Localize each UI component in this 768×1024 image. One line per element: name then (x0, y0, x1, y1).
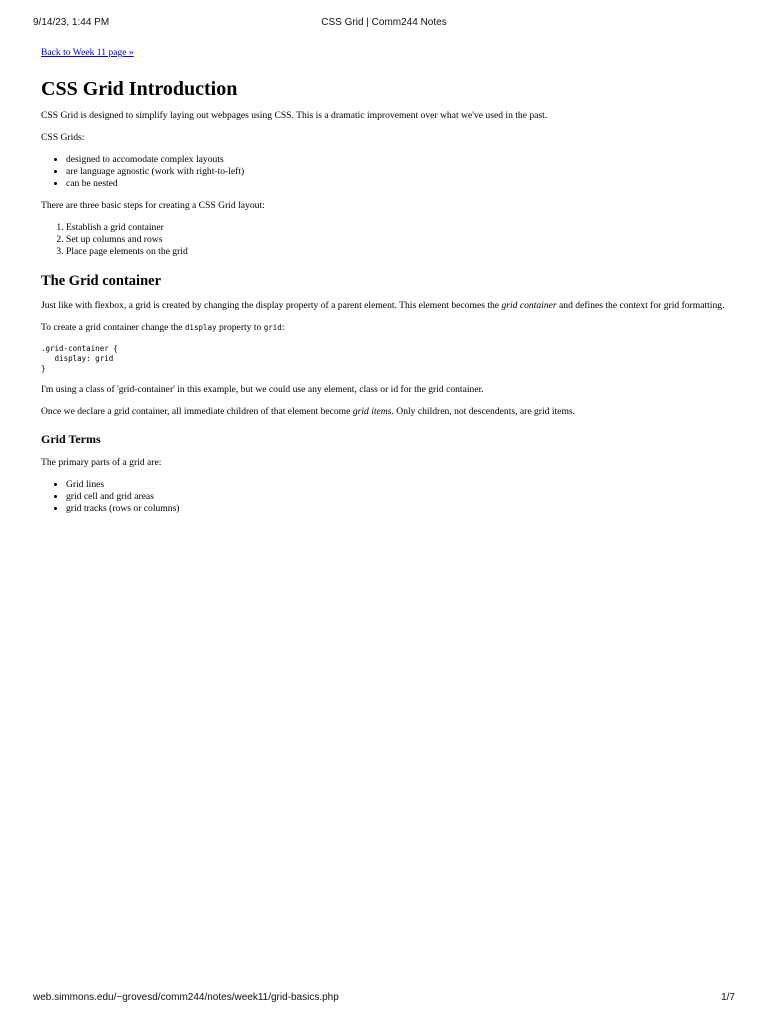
print-page-title: CSS Grid | Comm244 Notes (321, 17, 447, 28)
grid-items-term: grid items (352, 406, 392, 417)
create-text-after: : (281, 322, 285, 333)
steps-list (41, 222, 727, 258)
intro-paragraph: CSS Grid is designed to simplify laying out webpages using CSS. This is a dramatic improvement over what we've used in the past. (41, 110, 548, 121)
page-title: CSS Grid Introduction (41, 78, 238, 100)
grids-label: CSS Grids: (41, 132, 85, 143)
list-item: 2. Set up columns and rows (66, 234, 727, 246)
print-datetime: 9/14/23, 1:44 PM (33, 17, 110, 28)
children-text-before: Once we declare a grid container, all immediate children of that element become (41, 406, 353, 417)
flexbox-text-before: Just like with flexbox, a grid is created by changing the display property of a parent element. This element becomes the (41, 300, 502, 311)
flexbox-paragraph (41, 300, 727, 312)
code-block: .grid-container { display: grid } (41, 344, 118, 373)
terms-intro: The primary parts of a grid are: (41, 457, 162, 468)
print-page-number: 1/7 (721, 992, 735, 1003)
display-code: display (184, 323, 217, 332)
class-paragraph: I'm using a class of 'grid-container' in this example, but we could use any element, class or id for the grid container. (41, 384, 484, 395)
page-content (41, 44, 727, 525)
list-item: 1. Establish a grid container (66, 222, 727, 234)
children-paragraph (41, 406, 727, 418)
list-item: • are language agnostic (work with right-to-left) (66, 166, 727, 178)
list-item: • designed to accomodate complex layouts (66, 154, 727, 166)
list-item: 3. Place page elements on the grid (66, 246, 727, 258)
section-heading-grid-terms: Grid Terms (41, 432, 101, 446)
print-footer (33, 992, 735, 1008)
grid-features-list (41, 154, 727, 190)
list-item: • grid cell and grid areas (66, 491, 727, 503)
steps-intro: There are three basic steps for creating a CSS Grid layout: (41, 200, 265, 211)
flexbox-text-after: and defines the context for grid formatting. (556, 300, 725, 311)
section-heading-grid-container: The Grid container (41, 273, 162, 289)
back-to-week-link[interactable]: Back to Week 11 page » (41, 47, 134, 58)
children-text-after: . Only children, not descendents, are grid items. (391, 406, 576, 417)
print-header (33, 17, 735, 33)
print-url: web.simmons.edu/~grovesd/comm244/notes/week11/grid-basics.php (33, 992, 339, 1003)
grid-code: grid (263, 323, 282, 332)
list-item: • grid tracks (rows or columns) (66, 503, 727, 515)
grid-container-term: grid container (501, 300, 557, 311)
list-item: • Grid lines (66, 479, 727, 491)
grid-terms-list (41, 479, 727, 515)
create-text-middle: property to (216, 322, 264, 333)
create-container-paragraph (41, 322, 727, 334)
list-item: • can be nested (66, 178, 727, 190)
create-text-before: To create a grid container change the (41, 322, 185, 333)
